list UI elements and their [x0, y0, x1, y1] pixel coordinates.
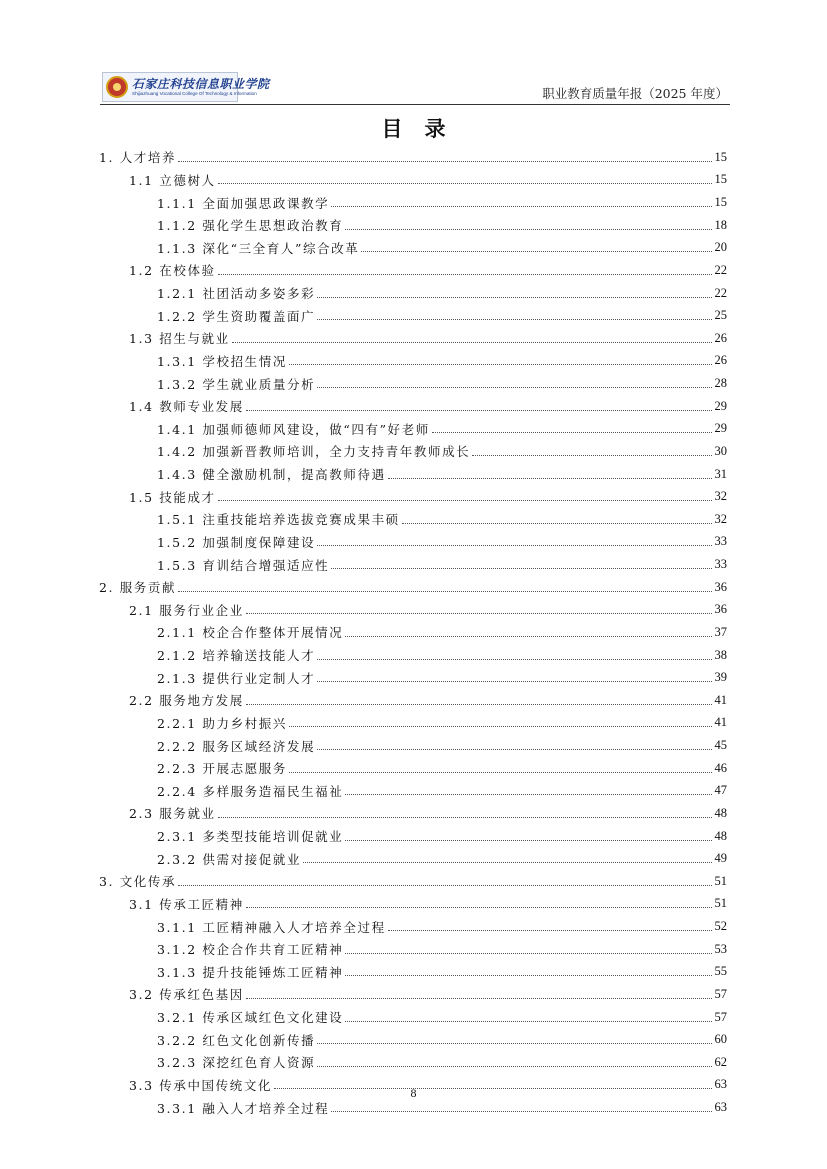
toc-leader-dots — [388, 930, 712, 931]
toc-entry-label: 1.2.1 社团活动多姿多彩 — [157, 286, 316, 302]
toc-leader-dots — [317, 545, 711, 546]
toc-leader-dots — [232, 342, 712, 343]
toc-entry-label: 1.3.1 学校招生情况 — [157, 353, 287, 369]
toc-entry[interactable] — [99, 259, 727, 282]
toc-leader-dots — [345, 840, 711, 841]
toc-entry-label: 2. 服务贡献 — [99, 580, 177, 596]
toc-entry-label: 2.2.4 多样服务造福民生福祉 — [157, 783, 344, 799]
toc-heading: 目录 — [381, 116, 468, 141]
toc-entry[interactable] — [99, 485, 727, 508]
toc-entry-label: 3.3.1 融入人才培养全过程 — [157, 1100, 330, 1116]
toc-entry-page: 48 — [714, 805, 727, 820]
toc-leader-dots — [361, 251, 711, 252]
toc-entry-label: 3.1.3 提升技能锤炼工匠精神 — [157, 964, 344, 980]
toc-entry[interactable] — [99, 893, 727, 916]
header-divider — [100, 104, 730, 105]
toc-entry-page: 36 — [714, 579, 727, 594]
toc-leader-dots — [218, 817, 712, 818]
toc-entry-label: 1.1.1 全面加强思政课教学 — [157, 195, 330, 211]
toc-entry-label: 1.4 教师专业发展 — [129, 399, 244, 415]
toc-entry-label: 3.1 传承工匠精神 — [129, 896, 244, 912]
toc-entry[interactable] — [99, 938, 727, 961]
toc-entry-label: 2.2.3 开展志愿服务 — [157, 761, 287, 777]
page-number: 8 — [410, 1086, 417, 1100]
toc-entry-label: 2.3.1 多类型技能培训促就业 — [157, 829, 344, 845]
toc-entry[interactable] — [99, 757, 727, 780]
toc-entry-label: 1.1.3 深化“三全育人”综合改革 — [157, 240, 360, 256]
toc-entry-page: 37 — [714, 624, 727, 639]
toc-entry[interactable] — [99, 689, 727, 712]
toc-entry-page: 29 — [714, 421, 727, 436]
toc-leader-dots — [246, 704, 712, 705]
toc-entry-label: 1.4.2 加强新晋教师培训，全力支持青年教师成长 — [157, 444, 471, 460]
toc-entry-label: 1.5.1 注重技能培养选拔竞赛成果丰硕 — [157, 512, 400, 528]
toc-entry[interactable] — [99, 983, 727, 1006]
toc-entry-page: 41 — [714, 692, 727, 707]
toc-entry-label: 1.1 立德树人 — [129, 172, 216, 188]
toc-entry-label: 1.5.3 育训结合增强适应性 — [157, 557, 330, 573]
toc-entry-label: 2.3 服务就业 — [129, 806, 216, 822]
toc-leader-dots — [331, 1111, 711, 1112]
toc-leader-dots — [289, 772, 712, 773]
toc-entry[interactable] — [99, 734, 727, 757]
toc-entry[interactable] — [99, 327, 727, 350]
toc-entry-page: 15 — [714, 195, 727, 210]
toc-entry-page: 53 — [714, 941, 727, 956]
toc-entry-label: 3.2.3 深挖红色育人资源 — [157, 1055, 316, 1071]
toc-entry-label: 1.4.3 健全激励机制，提高教师待遇 — [157, 467, 386, 483]
toc-entry-page: 20 — [714, 240, 727, 255]
college-emblem-icon — [106, 76, 128, 98]
toc-leader-dots — [317, 297, 711, 298]
toc-entry-label: 1.5.2 加强制度保障建设 — [157, 534, 316, 550]
toc-leader-dots — [246, 613, 712, 614]
toc-entry-page: 51 — [714, 873, 727, 888]
toc-entry[interactable] — [99, 961, 727, 984]
report-title: 职业教育质量年报（2025 年度） — [542, 86, 728, 101]
toc-entry-page: 48 — [714, 828, 727, 843]
toc-entry-label: 1.1.2 强化学生思想政治教育 — [157, 218, 344, 234]
toc-leader-dots — [317, 749, 711, 750]
toc-leader-dots — [317, 387, 711, 388]
toc-entry-label: 2.2 服务地方发展 — [129, 693, 244, 709]
toc-entry-label: 1. 人才培养 — [99, 150, 177, 166]
toc-entry-page: 51 — [714, 896, 727, 911]
toc-entry-label: 3.2.1 传承区域红色文化建设 — [157, 1010, 344, 1026]
toc-entry-page: 22 — [714, 262, 727, 277]
toc-entry-label: 2.2.2 服务区域经济发展 — [157, 738, 316, 754]
toc-entry-page: 25 — [714, 308, 727, 323]
toc-entry-page: 41 — [714, 715, 727, 730]
toc-leader-dots — [246, 410, 712, 411]
toc-entry-label: 3.1.1 工匠精神融入人才培养全过程 — [157, 919, 386, 935]
toc-entry-label: 2.1.2 培养输送技能人才 — [157, 648, 316, 664]
toc-entry-page: 32 — [714, 511, 727, 526]
toc-entry-label: 1.3.2 学生就业质量分析 — [157, 376, 316, 392]
toc-entry-label: 2.2.1 助力乡村振兴 — [157, 715, 287, 731]
toc-entry-page: 36 — [714, 602, 727, 617]
toc-entry[interactable] — [99, 214, 727, 237]
toc-leader-dots — [246, 907, 712, 908]
toc-entry[interactable] — [99, 870, 727, 893]
toc-entry-label: 3.3 传承中国传统文化 — [129, 1077, 273, 1093]
toc-leader-dots — [388, 478, 712, 479]
toc-leader-dots — [178, 591, 711, 592]
toc-leader-dots — [218, 500, 712, 501]
toc-entry[interactable] — [99, 1051, 727, 1074]
toc-entry-page: 26 — [714, 330, 727, 345]
toc-entry[interactable] — [99, 825, 727, 848]
toc-entry-label: 3.1.2 校企合作共育工匠精神 — [157, 942, 344, 958]
toc-leader-dots — [472, 455, 711, 456]
toc-entry[interactable] — [99, 599, 727, 622]
toc-leader-dots — [218, 183, 712, 184]
toc-entry[interactable] — [99, 237, 727, 260]
toc-entry[interactable] — [99, 531, 727, 554]
page-header — [100, 70, 730, 104]
toc-entry-label: 2.1.3 提供行业定制人才 — [157, 670, 316, 686]
toc-leader-dots — [331, 568, 711, 569]
toc-entry-page: 63 — [714, 1077, 727, 1092]
toc-entry[interactable] — [99, 802, 727, 825]
toc-entry-page: 52 — [714, 919, 727, 934]
toc-entry-page: 55 — [714, 964, 727, 979]
toc-leader-dots — [402, 523, 712, 524]
toc-entry-page: 26 — [714, 353, 727, 368]
toc-entry[interactable] — [99, 666, 727, 689]
toc-entry[interactable] — [99, 1006, 727, 1029]
toc-leader-dots — [317, 1043, 711, 1044]
toc-entry-page: 15 — [714, 149, 727, 164]
toc-leader-dots — [331, 206, 711, 207]
toc-entry-label: 1.4.1 加强师德师风建设，做“四有”好老师 — [157, 421, 430, 437]
toc-entry[interactable] — [99, 418, 727, 441]
toc-entry-label: 1.2 在校体验 — [129, 263, 216, 279]
toc-leader-dots — [178, 161, 711, 162]
toc-entry[interactable] — [99, 169, 727, 192]
toc-entry[interactable] — [99, 146, 727, 169]
toc-entry[interactable] — [99, 1028, 727, 1051]
college-logo — [102, 72, 270, 102]
toc-leader-dots — [345, 953, 711, 954]
toc-entry-page: 30 — [714, 443, 727, 458]
toc-entry[interactable] — [99, 780, 727, 803]
toc-leader-dots — [432, 432, 712, 433]
toc-entry-page: 57 — [714, 986, 727, 1001]
toc-leader-dots — [317, 681, 711, 682]
toc-entry-page: 32 — [714, 489, 727, 504]
toc-entry-label: 3.2.2 红色文化创新传播 — [157, 1032, 316, 1048]
toc-entry[interactable] — [99, 847, 727, 870]
toc-entry-page: 31 — [714, 466, 727, 481]
toc-entry-label: 1.3 招生与就业 — [129, 331, 230, 347]
toc-leader-dots — [289, 726, 712, 727]
toc-entry-label: 3.2 传承红色基因 — [129, 987, 244, 1003]
toc-entry[interactable] — [99, 463, 727, 486]
toc-entry[interactable] — [99, 621, 727, 644]
toc-entry[interactable] — [99, 553, 727, 576]
toc-leader-dots — [345, 229, 711, 230]
toc-entry-page: 46 — [714, 760, 727, 775]
toc-leader-dots — [317, 659, 711, 660]
logo-text-en: Shijiazhuang Vocational College Of Technology & Information — [132, 91, 257, 96]
toc-entry-page: 29 — [714, 398, 727, 413]
toc-entry[interactable] — [99, 304, 727, 327]
table-of-contents — [99, 146, 727, 1119]
toc-entry-label: 2.1 服务行业企业 — [129, 602, 244, 618]
toc-leader-dots — [317, 319, 711, 320]
toc-leader-dots — [178, 885, 711, 886]
toc-entry-page: 62 — [714, 1054, 727, 1069]
toc-entry[interactable] — [99, 576, 727, 599]
toc-leader-dots — [345, 1021, 711, 1022]
toc-entry[interactable] — [99, 915, 727, 938]
toc-entry-page: 22 — [714, 285, 727, 300]
toc-entry-page: 60 — [714, 1032, 727, 1047]
toc-entry-label: 1.2.2 学生资助覆盖面广 — [157, 308, 316, 324]
toc-entry-page: 15 — [714, 172, 727, 187]
toc-entry-page: 33 — [714, 557, 727, 572]
toc-entry-page: 45 — [714, 738, 727, 753]
toc-leader-dots — [345, 794, 711, 795]
toc-leader-dots — [317, 1066, 711, 1067]
toc-leader-dots — [289, 364, 712, 365]
toc-leader-dots — [218, 274, 712, 275]
toc-entry[interactable] — [99, 395, 727, 418]
toc-leader-dots — [246, 998, 712, 999]
toc-entry[interactable] — [99, 282, 727, 305]
toc-entry[interactable] — [99, 508, 727, 531]
toc-entry-label: 2.1.1 校企合作整体开展情况 — [157, 625, 344, 641]
toc-leader-dots — [303, 862, 711, 863]
toc-leader-dots — [345, 975, 711, 976]
toc-entry-label: 3. 文化传承 — [99, 874, 177, 890]
toc-entry-page: 38 — [714, 647, 727, 662]
toc-entry-label: 2.3.2 供需对接促就业 — [157, 851, 302, 867]
toc-entry[interactable] — [99, 440, 727, 463]
toc-entry[interactable] — [99, 712, 727, 735]
toc-entry-page: 18 — [714, 217, 727, 232]
toc-entry-page: 57 — [714, 1009, 727, 1024]
logo-text-cn: 石家庄科技信息职业学院 — [132, 77, 270, 91]
toc-entry-page: 49 — [714, 851, 727, 866]
toc-entry[interactable] — [99, 372, 727, 395]
toc-entry-page: 39 — [714, 670, 727, 685]
toc-entry-page: 63 — [714, 1100, 727, 1115]
toc-leader-dots — [345, 636, 711, 637]
toc-entry-label: 1.5 技能成才 — [129, 489, 216, 505]
toc-entry-page: 28 — [714, 376, 727, 391]
toc-entry[interactable] — [99, 191, 727, 214]
toc-entry[interactable] — [99, 350, 727, 373]
toc-entry-page: 33 — [714, 534, 727, 549]
toc-entry-page: 47 — [714, 783, 727, 798]
toc-entry[interactable] — [99, 644, 727, 667]
